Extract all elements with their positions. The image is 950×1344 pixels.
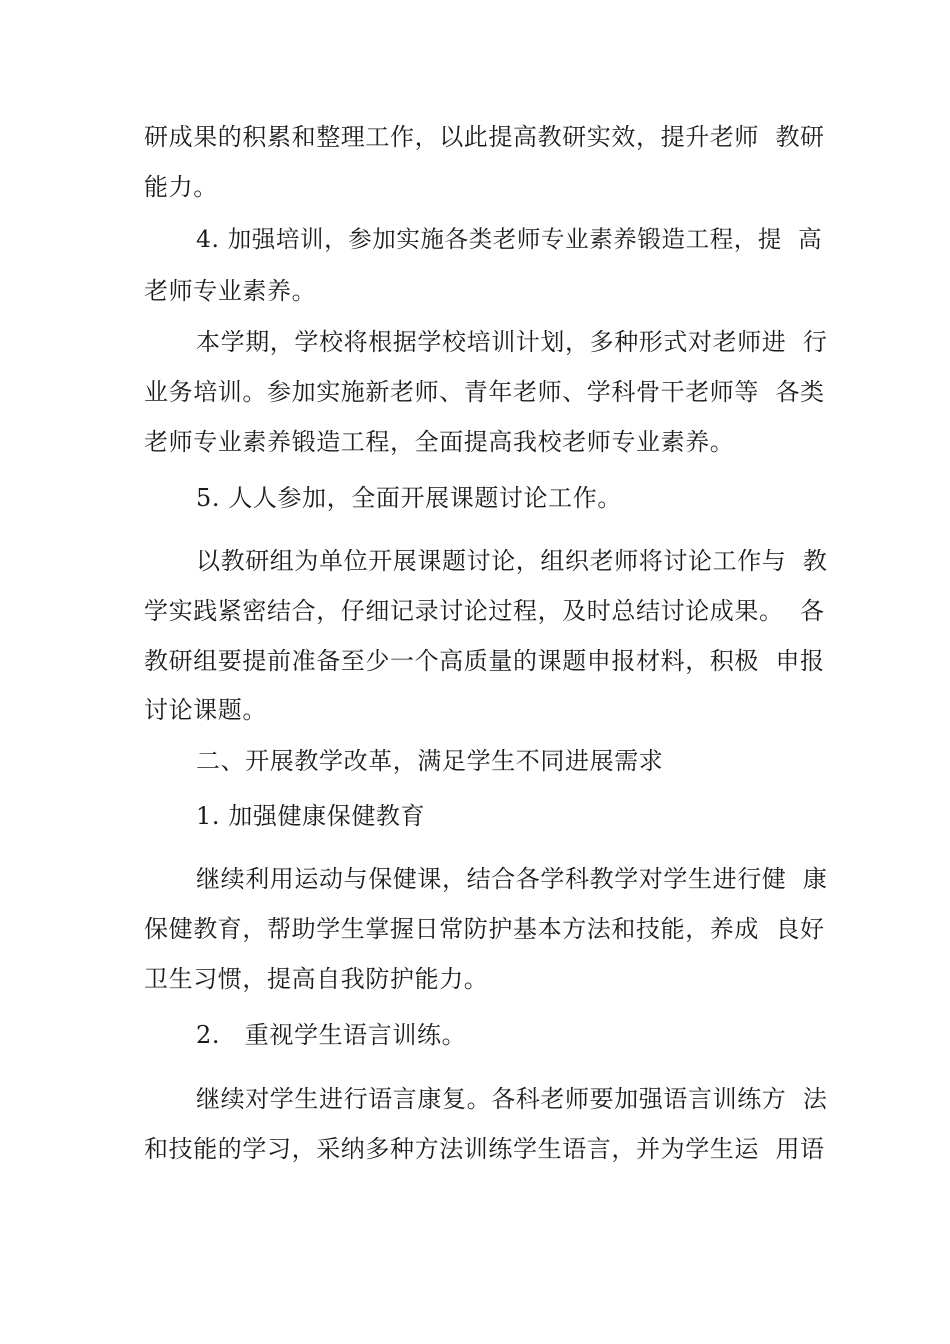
- text-line: 老师专业素养。: [144, 277, 317, 305]
- text-line: 和技能的学习，采纳多种方法训练学生语言，并为学生运 用语: [144, 1135, 825, 1163]
- text-line: 卫生习惯，提高自我防护能力。: [144, 965, 489, 993]
- text-line: 讨论课题。: [144, 696, 267, 724]
- text-line: 保健教育，帮助学生掌握日常防护基本方法和技能，养成 良好: [144, 915, 825, 943]
- subsection-heading: 1. 加强健康保健教育: [196, 802, 426, 830]
- text-line: 研成果的积累和整理工作，以此提高教研实效，提升老师 教研: [144, 123, 825, 151]
- text-line: 以教研组为单位开展课题讨论，组织老师将讨论工作与 教: [196, 547, 828, 575]
- section-heading: 二、开展教学改革，满足学生不同进展需求: [196, 747, 664, 775]
- text-line: 继续利用运动与保健课，结合各学科教学对学生进行健 康: [196, 865, 828, 893]
- text-line: 教研组要提前准备至少一个高质量的课题申报材料，积极 申报: [144, 647, 825, 675]
- text-line: 5. 人人参加，全面开展课题讨论工作。: [196, 484, 622, 512]
- text-line: 4. 加强培训，参加实施各类老师专业素养锻造工程，提 高: [196, 225, 823, 253]
- text-line: 学实践紧密结合，仔细记录讨论过程，及时总结讨论成果。 各: [144, 597, 825, 625]
- text-line: 业务培训。参加实施新老师、青年老师、学科骨干老师等 各类: [144, 378, 825, 406]
- text-line: 继续对学生进行语言康复。各科老师要加强语言训练方 法: [196, 1085, 828, 1113]
- text-line: 能力。: [144, 173, 218, 201]
- text-line: 老师专业素养锻造工程，全面提高我校老师专业素养。: [144, 428, 735, 456]
- text-line: 本学期，学校将根据学校培训计划，多种形式对老师进 行: [196, 328, 828, 356]
- subsection-heading: 2. 重视学生语言训练。: [196, 1021, 467, 1049]
